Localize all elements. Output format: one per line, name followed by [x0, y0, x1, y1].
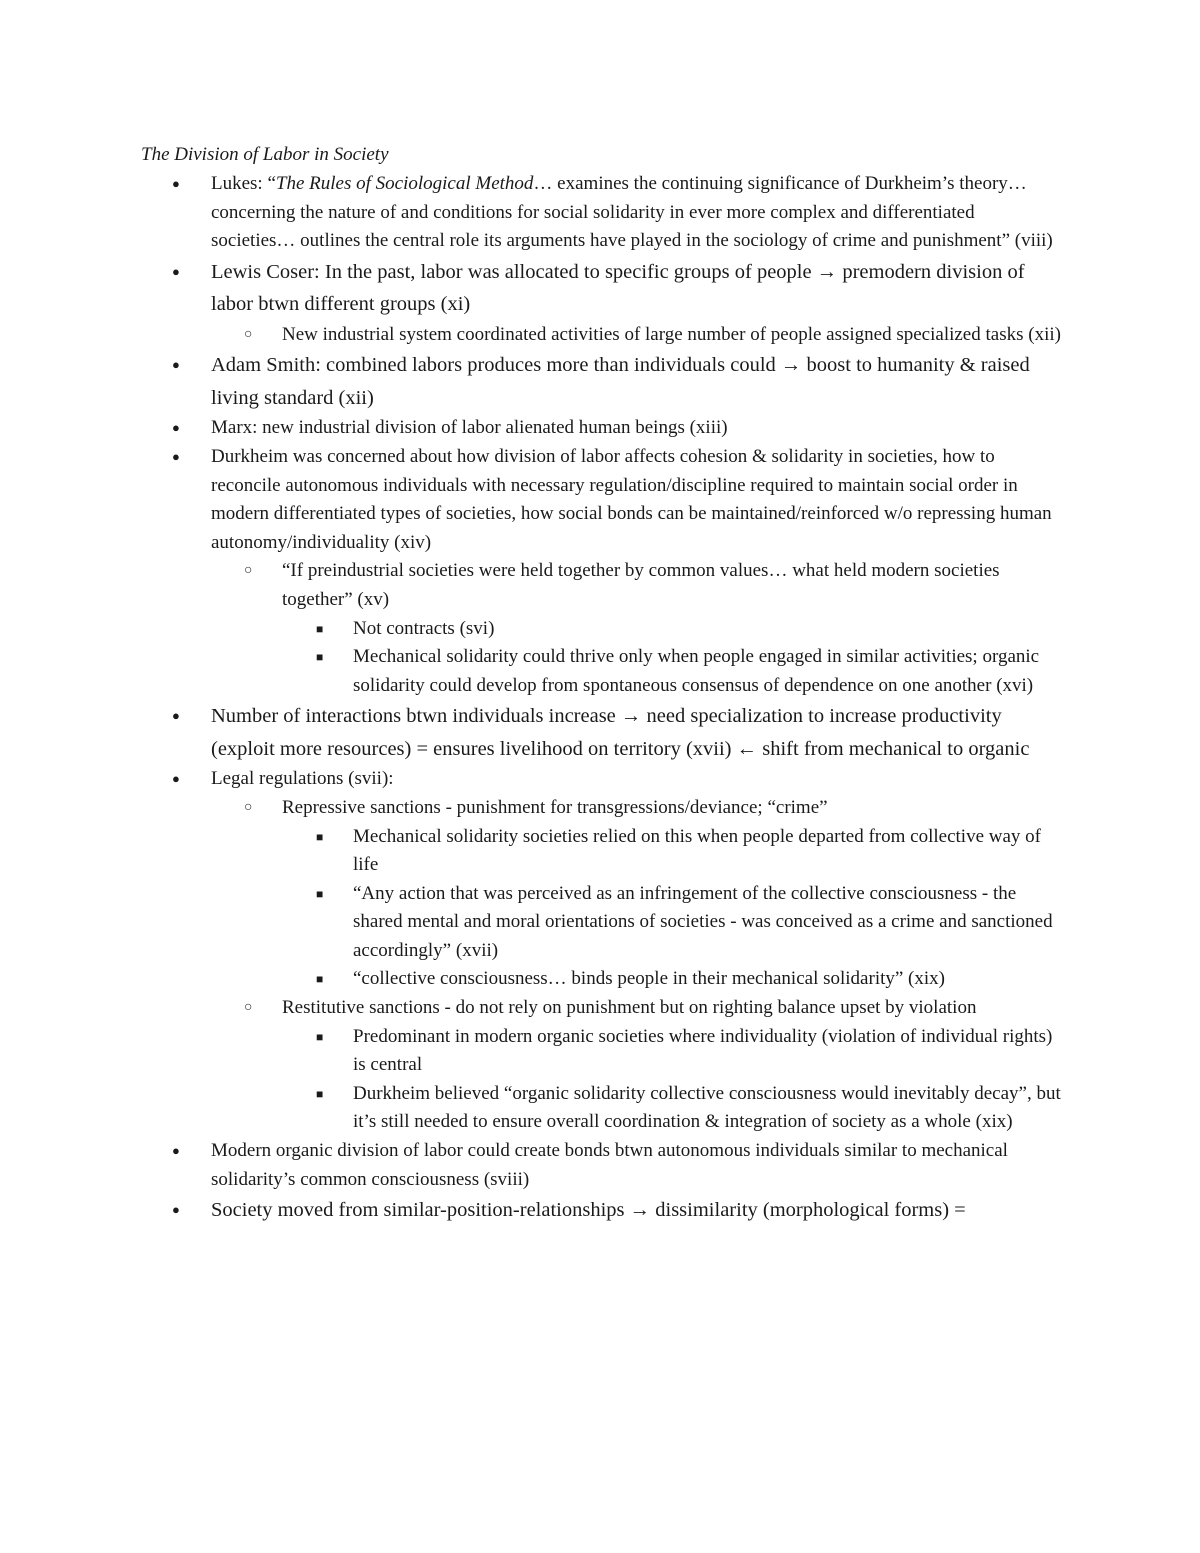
- list-item: [0, 414, 1061, 443]
- document-title: The Division of Labor in Society: [141, 144, 389, 165]
- disc-bullet-icon: ●: [172, 708, 180, 724]
- circle-bullet-icon: ○: [244, 326, 253, 342]
- disc-bullet-icon: ●: [172, 176, 180, 191]
- list-item-text: Repressive sanctions - punishment for transgressions/deviance; “crime”: [282, 796, 828, 818]
- list-item-text: Number of interactions btwn individuals increase → need specialization to increase productivity (exploit more resources) = ensures livelihood on territory (xvii) ← shift from mechanical to organic: [211, 705, 1030, 760]
- list-item: [0, 700, 1061, 765]
- list-item-text: Durkheim was concerned about how division of labor affects cohesion & solidarity in societies, how to reconcile autonomous individuals with necessary regulation/discipline required to maintain social order in modern differentiated types of societies, how social bonds can be maintained/reinforced w/o repressing human autonomy/individuality (xiv): [211, 445, 1052, 553]
- square-bullet-icon: ■: [316, 829, 324, 844]
- list-item-text: New industrial system coordinated activities of large number of people assigned specialized tasks (xii): [282, 323, 1061, 345]
- list-item: [0, 794, 1062, 823]
- list-item: [0, 880, 1063, 966]
- list-item-text: “Any action that was perceived as an infringement of the collective consciousness - the shared mental and moral orientations of societies - was conceived as a crime and sanctioned accordingly” (xvii): [353, 882, 1053, 961]
- list-item: [0, 443, 1061, 557]
- list-item-text: Legal regulations (svii):: [211, 768, 394, 790]
- list-item-text: “collective consciousness… binds people in their mechanical solidarity” (xix): [353, 968, 945, 990]
- disc-bullet-icon: ●: [172, 357, 180, 373]
- list-item: [0, 557, 1062, 614]
- square-bullet-icon: ■: [316, 1086, 324, 1101]
- list-item-text: Predominant in modern organic societies where individuality (violation of individual rights) is central: [353, 1025, 1053, 1076]
- list-item: [0, 349, 1061, 414]
- list-item-text: Marx: new industrial division of labor alienated human beings (xiii): [211, 417, 728, 439]
- list-item: [0, 1023, 1063, 1080]
- square-bullet-icon: ■: [316, 1029, 324, 1044]
- list-item-text: Society moved from similar-position-relationships → dissimilarity (morphological forms) =: [211, 1199, 966, 1222]
- list-item: [0, 256, 1061, 321]
- list-item-text: Durkheim believed “organic solidarity collective consciousness would inevitably decay”, but it’s still needed to ensure overall coordination & integration of society as a whole (xix): [353, 1082, 1061, 1133]
- disc-bullet-icon: ●: [172, 263, 180, 279]
- list-item-text: Not contracts (svi): [353, 617, 495, 639]
- list-item-text: Adam Smith: combined labors produces more than individuals could → boost to humanity & raised living standard (xii): [211, 354, 1030, 409]
- list-item: [0, 321, 1062, 350]
- list-item-text: Modern organic division of labor could create bonds btwn autonomous individuals similar to mechanical solidarity’s common consciousness (sviii): [211, 1140, 1008, 1190]
- list-item: [0, 1080, 1063, 1137]
- circle-bullet-icon: ○: [244, 1000, 253, 1016]
- square-bullet-icon: ■: [316, 886, 324, 901]
- list-item: [0, 765, 1061, 794]
- list-item: [0, 994, 1062, 1023]
- list-item-text: Mechanical solidarity could thrive only when people engaged in similar activities; organic solidarity could develop from spontaneous consensus of dependence on one another (xvi): [353, 646, 1040, 696]
- list-item: [0, 643, 1063, 700]
- disc-bullet-icon: ●: [172, 420, 180, 436]
- list-item-text: [211, 170, 1061, 256]
- square-bullet-icon: ■: [316, 621, 324, 636]
- disc-bullet-icon: ●: [172, 448, 180, 464]
- disc-bullet-icon: ●: [172, 771, 180, 787]
- list-item-text: Mechanical solidarity societies relied on this when people departed from collective way of life: [353, 825, 1041, 876]
- list-item: [0, 1194, 1061, 1227]
- circle-bullet-icon: ○: [244, 563, 253, 579]
- square-bullet-icon: ■: [316, 650, 324, 665]
- list-item: [0, 965, 1063, 994]
- lukes-quote-rest: … examines the continuing significance of Durkheim’s theory… concerning the nature of and conditions for social solidarity in ever more complex and differentiated societies… outlines the central role its arguments have played in the sociology of crime and punishment” (viii): [211, 173, 1053, 252]
- lukes-quote-start: Lukes: “: [211, 173, 276, 194]
- list-item: [0, 615, 1063, 644]
- list-item-text: Restitutive sanctions - do not rely on punishment but on righting balance upset by violation: [282, 997, 977, 1019]
- list-item: [0, 823, 1063, 880]
- list-item: [0, 1137, 1061, 1194]
- circle-bullet-icon: ○: [244, 799, 253, 815]
- list-item-text: Lewis Coser: In the past, labor was allocated to specific groups of people → premodern division of labor btwn different groups (xi): [211, 260, 1025, 316]
- list-item-text: “If preindustrial societies were held together by common values… what held modern societies together” (xv): [282, 560, 1000, 610]
- square-bullet-icon: ■: [316, 972, 324, 987]
- list-item: [0, 170, 1061, 256]
- book-title-italic: The Rules of Sociological Method: [275, 173, 534, 194]
- disc-bullet-icon: ●: [172, 1143, 180, 1159]
- disc-bullet-icon: ●: [172, 1202, 180, 1218]
- notes-list: [0, 170, 1200, 1227]
